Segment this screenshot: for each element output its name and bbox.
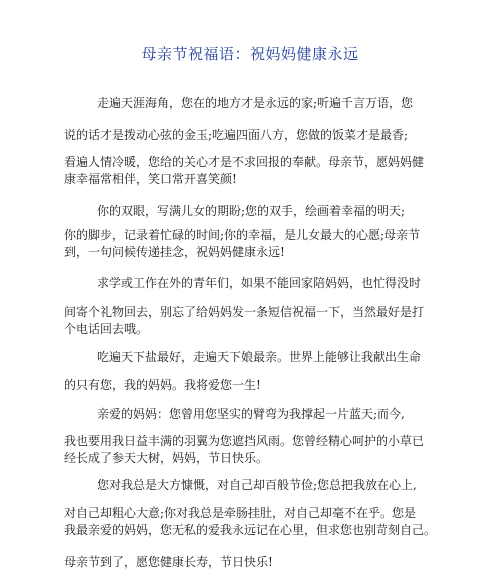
- paragraph-line: 看遍人情冷暖，您给的关心才是不求回报的奉献。母亲节，愿妈妈健: [64, 155, 425, 169]
- paragraph-line: 走遍天涯海角，您在的地方才是永远的家;听遍千言万语，您: [97, 96, 414, 110]
- paragraph-line: 你的脚步，记录着忙碌的时间;你的幸福，是儿女最大的心愿;母亲节: [64, 228, 421, 242]
- paragraph-line: 个电话回去哦。: [64, 322, 149, 336]
- paragraph-line: 说的话才是拨动心弦的金玉;吃遍四面八方，您做的饭菜才是最香;: [64, 128, 409, 142]
- paragraph-line: 的只有您，我的妈妈。我将爱您一生!: [64, 378, 261, 392]
- paragraph-line: 吃遍天下盐最好，走遍天下娘最亲。世界上能够让我献出生命: [97, 350, 422, 364]
- document-title: 母亲节祝福语：祝妈妈健康永远: [141, 45, 359, 63]
- paragraph-line: 对自己却粗心大意;你对我总是牵肠挂肚，对自己却毫不在乎。您是: [64, 506, 417, 520]
- paragraph-line: 您对我总是大方慷慨，对自己却百般节俭;您总把我放在心上,: [97, 478, 417, 492]
- paragraph-line: 康幸福常相伴，笑口常开喜笑颜!: [64, 172, 237, 186]
- paragraph-line: 你的双眼，写满儿女的期盼;您的双手，绘画着幸福的明天;: [97, 204, 406, 218]
- paragraph-line: 我最亲爱的妈妈，您无私的爱我永远记在心里，但求您也别苛刻自己。: [64, 523, 437, 537]
- paragraph-line: 亲爱的妈妈：您曾用您坚实的臂弯为我撑起一片蓝天;而今,: [97, 407, 405, 421]
- paragraph-line: 母亲节到了，愿您健康长寿，节日快乐!: [64, 555, 273, 569]
- paragraph-line: 经长成了参天大树，妈妈，节日快乐。: [64, 451, 269, 465]
- paragraph-line: 我也要用我日益丰满的羽翼为您遮挡风雨。您曾经精心呵护的小草已: [64, 434, 425, 448]
- paragraph-line: 间寄个礼物回去，别忘了给妈妈发一条短信祝福一下，当然最好是打: [64, 305, 425, 319]
- paragraph-line: 求学或工作在外的青年们，如果不能回家陪妈妈，也忙得没时: [97, 276, 422, 290]
- paragraph-line: 到，一句问候传递挂念，祝妈妈健康永远!: [64, 245, 285, 259]
